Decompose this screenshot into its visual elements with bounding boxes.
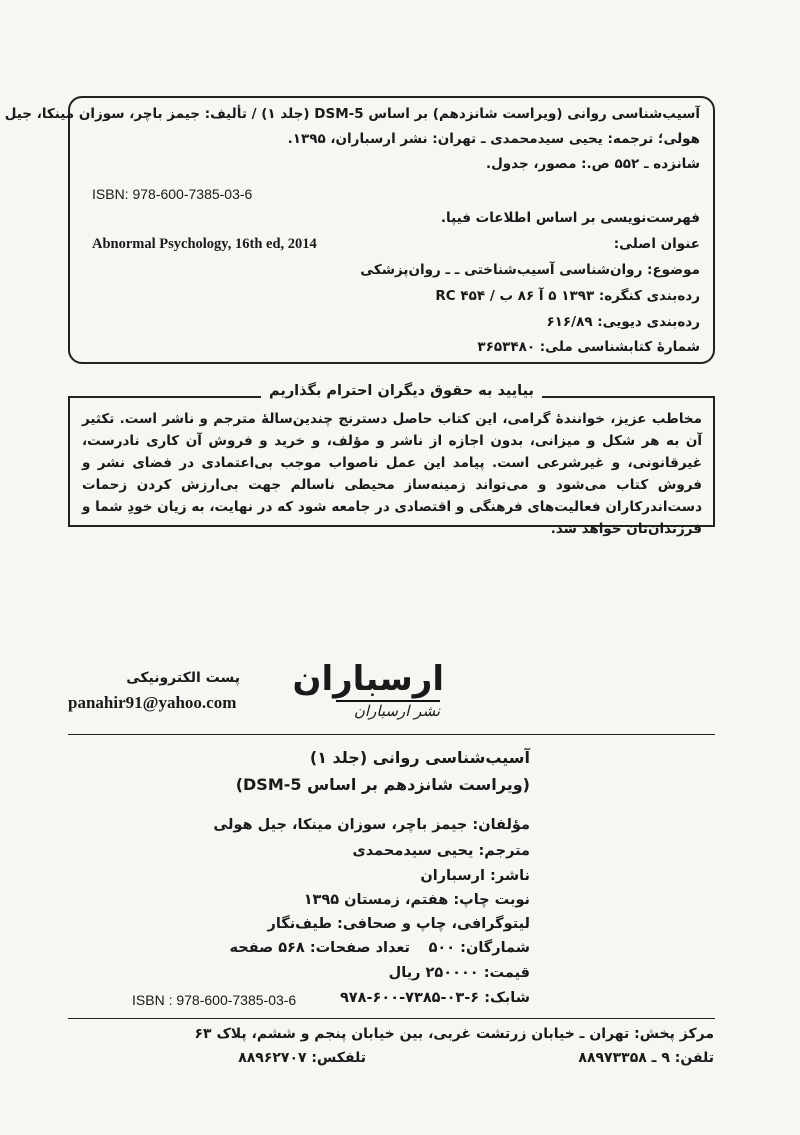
logo-sub-text: نشر ارسباران — [353, 702, 440, 720]
book-title: آسیب‌شناسی روانی (جلد ۱) — [309, 748, 530, 767]
catalog-national: شمارهٔ کتابشناسی ملی: ۳۶۵۳۴۸۰ — [477, 339, 700, 355]
publisher: ناشر: ارسباران — [420, 868, 530, 884]
catalog-congress: رده‌بندی کنگره: ۱۳۹۳ ۵ آ ۸۶ ب / RC ۴۵۴ — [435, 288, 700, 304]
book-subtitle: (ویراست شانزدهم بر اساس DSM-5) — [235, 775, 530, 794]
distribution-center: مرکز پخش: تهران ـ خیابان زرتشت غربی، بین خیابان پنجم و ششم، پلاک ۶۳ — [194, 1026, 714, 1042]
original-title-label: عنوان اصلی: — [613, 236, 700, 252]
shabak: شابک: ۶-۰۳-۷۳۸۵-۶۰۰-۹۷۸ — [339, 990, 530, 1006]
phone: تلفن: ۹ ـ ۸۸۹۷۳۳۵۸ — [578, 1050, 714, 1066]
authors: مؤلفان: جیمز باچر، سوزان مینکا، جیل هولی — [213, 817, 530, 833]
respect-title: بیایید به حقوق دیگران احترام بگذاریم — [261, 383, 542, 399]
circulation: شمارگان: ۵۰۰ — [428, 940, 530, 956]
logo-main-text: ارسباران — [292, 659, 444, 699]
catalog-dewey: رده‌بندی دیویی: ۶۱۶/۸۹ — [546, 314, 700, 330]
email-label: پست الکترونیکی — [126, 670, 240, 686]
price: قیمت: ۲۵۰۰۰۰ ریال — [388, 965, 530, 981]
catalog-line-1: آسیب‌شناسی روانی (ویراست شانزدهم) بر اساس DSM-5 (جلد ۱) / تألیف: جیمز باچر، سوزان مینکا، جیل — [4, 106, 700, 122]
page-count: تعداد صفحات: ۵۶۸ صفحه — [229, 940, 410, 956]
catalog-fipa: فهرست‌نویسی بر اساس اطلاعات فیپا. — [440, 210, 700, 226]
edition: نوبت چاپ: هفتم، زمستان ۱۳۹۵ — [303, 892, 530, 908]
divider-bottom — [68, 1018, 715, 1019]
catalog-isbn: ISBN: 978-600-7385-03-6 — [92, 186, 253, 202]
email-address: panahir91@yahoo.com — [68, 693, 237, 712]
catalog-line-2: هولی؛ ترجمه: یحیی سیدمحمدی ـ تهران: نشر ارسباران، ۱۳۹۵. — [287, 131, 700, 147]
isbn-english: ISBN : 978-600-7385-03-6 — [132, 992, 297, 1008]
catalog-line-3: شانزده ـ ۵۵۲ ص.: مصور، جدول. — [485, 156, 700, 172]
divider-top — [68, 734, 715, 735]
printing: لیتوگرافی، چاپ و صحافی: طیف‌نگار — [267, 916, 530, 932]
publisher-logo — [292, 659, 448, 726]
fax: تلفکس: ۸۸۹۶۲۷۰۷ — [238, 1050, 366, 1066]
catalog-subject: موضوع: روان‌شناسی آسیب‌شناختی ـ ـ روان‌پزشکی — [360, 262, 700, 278]
original-title: Abnormal Psychology, 16th ed, 2014 — [92, 236, 317, 252]
respect-text: مخاطب عزیز، خوانندهٔ گرامی، این کتاب حاصل دسترنج چندین‌سالهٔ مترجم و ناشر است. تکثیر آن به هر شکل و میزانی، بدون اجازه از ناشر و مؤلف، و خرید و فروش آن کاری نادرست، غیرقانونی، و غیرشرعی است. پیامد این عمل ناصواب موجب بی‌اعتمادی در فضای نشر و فروش کتاب می‌شود و می‌تواند زمینه‌ساز محیطی ناسالم جهت بی‌ارزش کردن زحمات دست‌اندرکاران فعالیت‌های فرهنگی و اقتصادی در جامعه شود که در نهایت، به زیان خودِ شما و فرزندان‌تان خواهد شد. — [82, 411, 702, 537]
translator: مترجم: یحیی سیدمحمدی — [352, 843, 530, 859]
